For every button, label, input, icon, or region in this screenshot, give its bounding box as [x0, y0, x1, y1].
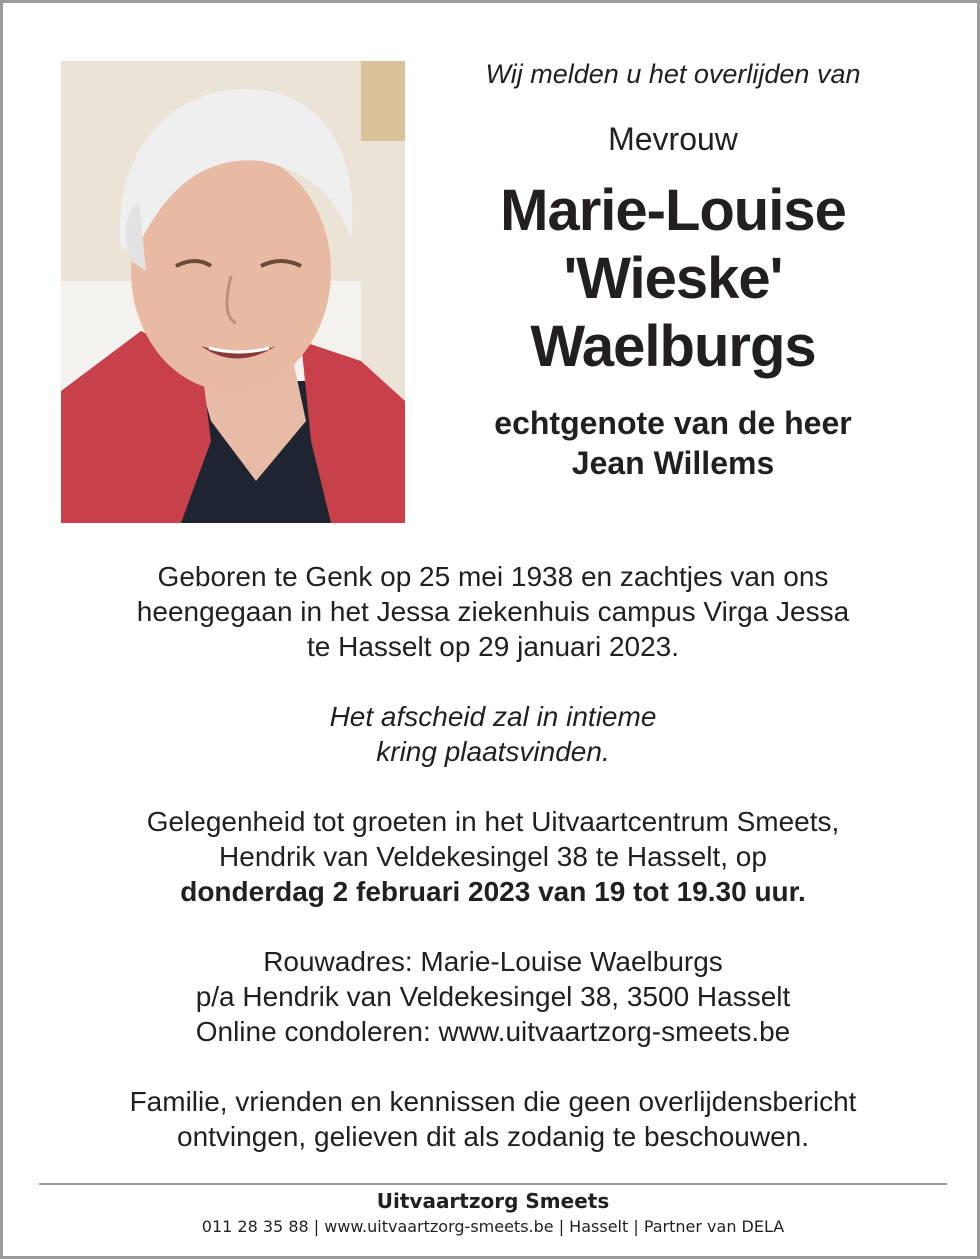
footer-divider [39, 1183, 947, 1185]
address-line: Online condoleren: www.uitvaartzorg-smeets.be [195, 1016, 791, 1047]
visit-date: donderdag 2 februari 2023 van 19 tot 19.30 uur. [180, 876, 806, 907]
name-nickname: 'Wieske' [563, 246, 783, 311]
spouse-name: Jean Willems [571, 445, 775, 481]
name-last: Waelburgs [530, 314, 816, 379]
birth-line: heengegaan in het Jessa ziekenhuis campus Virga Jessa [136, 596, 850, 627]
name-first: Marie-Louise [500, 178, 846, 243]
visit-line: Hendrik van Veldekesingel 38 te Hasselt, op [219, 841, 767, 872]
deceased-name [423, 177, 923, 381]
visit-line: Gelegenheid tot groeten in het Uitvaartcentrum Smeets, [146, 806, 840, 837]
company-name: Uitvaartzorg Smeets [376, 1189, 610, 1213]
farewell-line: Het afscheid zal in intieme [329, 701, 657, 732]
portrait-illustration [61, 61, 405, 523]
birth-line: te Hasselt op 29 januari 2023. [306, 631, 680, 662]
portrait-photo [61, 61, 405, 523]
announcement-header [423, 55, 923, 483]
company-contact: 011 28 35 88 | www.uitvaartzorg-smeets.be | Hasselt | Partner van DELA [201, 1217, 785, 1236]
obituary-body [43, 559, 943, 1154]
address-line: p/a Hendrik van Veldekesingel 38, 3500 Hasselt [195, 981, 791, 1012]
farewell-line: kring plaatsvinden. [376, 736, 610, 767]
notice-line: ontvingen, gelieven dit als zodanig te beschouwen. [177, 1121, 809, 1152]
address-line: Rouwadres: Marie-Louise Waelburgs [263, 946, 723, 977]
intro-text: Wij melden u het overlijden van [485, 59, 861, 89]
birth-line: Geboren te Genk op 25 mei 1938 en zachtjes van ons [157, 561, 829, 592]
spouse-label: echtgenote van de heer [494, 405, 852, 441]
honorific: Mevrouw [608, 121, 738, 157]
notice-line: Familie, vrienden en kennissen die geen overlijdensbericht [129, 1086, 857, 1117]
footer [39, 1188, 947, 1238]
